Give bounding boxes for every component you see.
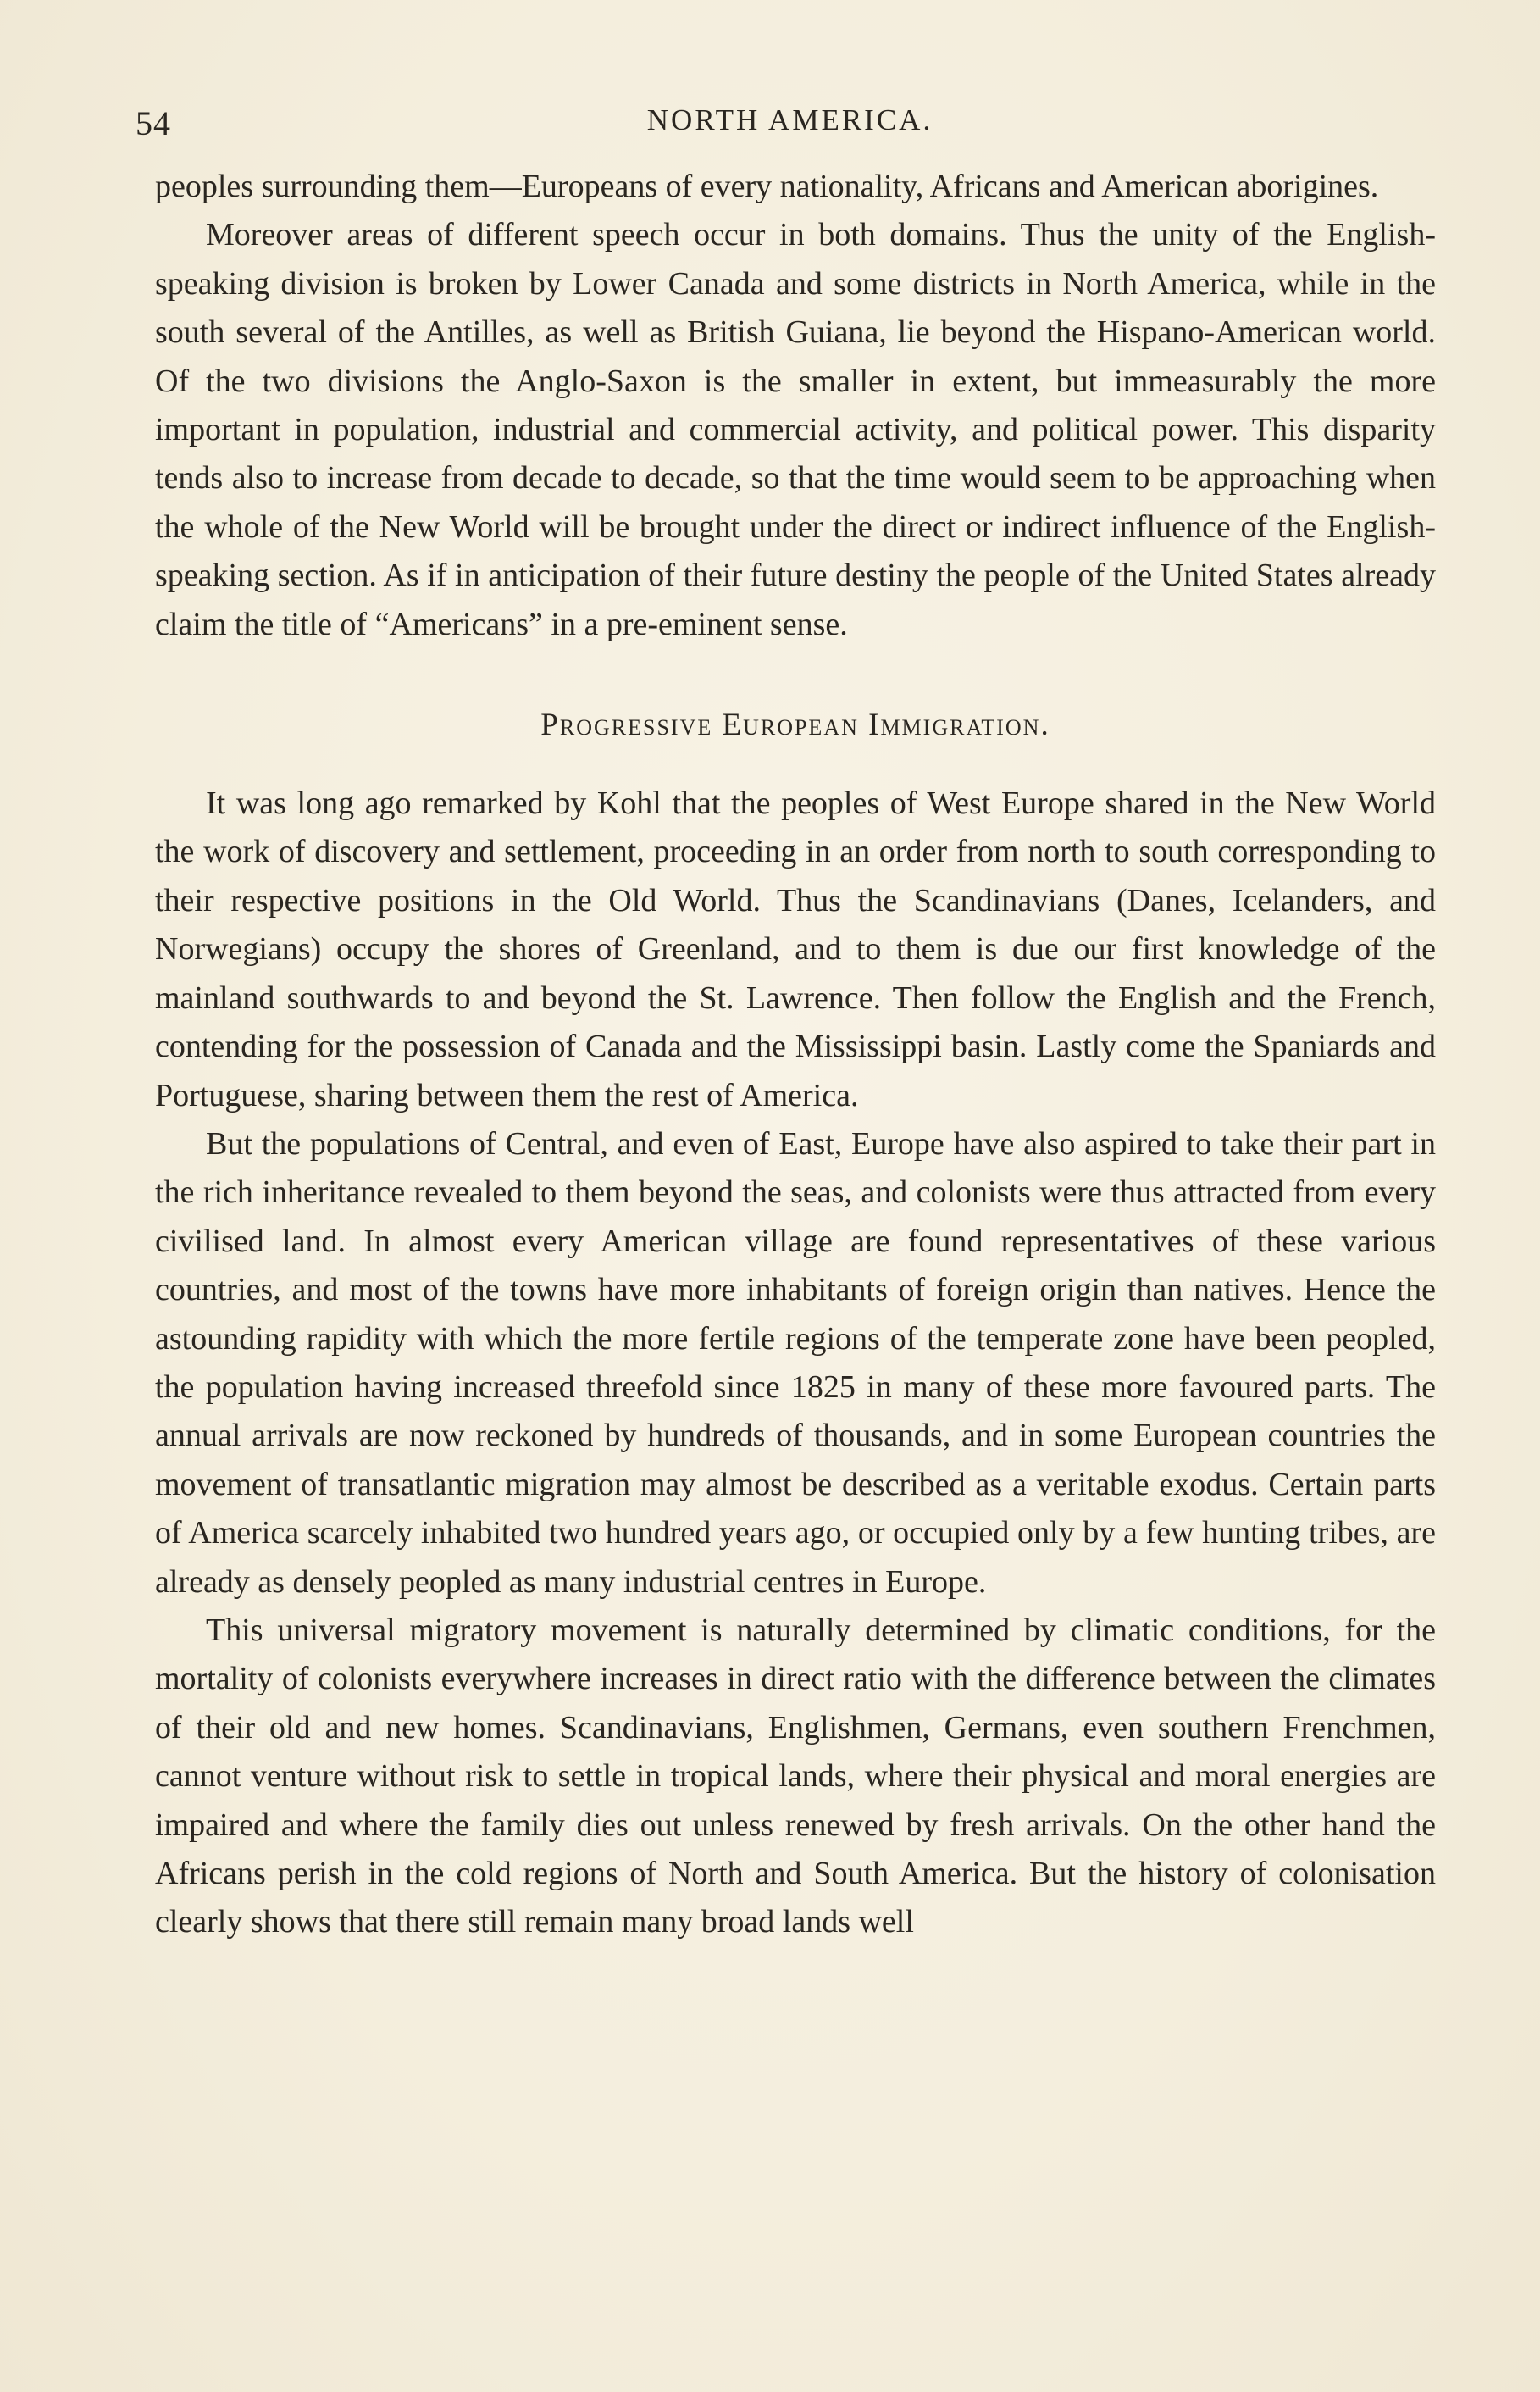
paragraph-continuation: peoples surrounding them—Europeans of every nationality, Africans and American aborigines.	[155, 169, 1379, 204]
running-title: NORTH AMERICA.	[646, 103, 933, 136]
section-heading: Progressive European Immigration.	[540, 708, 1050, 743]
page-body	[155, 163, 1436, 1947]
paragraph-migratory-movement: This universal migratory movement is naturally determined by climatic conditions, for the mortality of colonists everywhere increases in direct ratio with the difference between the climates of their old and new homes. Scandinavians, Englishmen, Germans, even southern Frenchmen, cannot venture without risk to settle in tropical lands, where their physical and moral energies are impaired and where the family dies out unless renewed by fresh arrivals. On the other hand the Africans perish in the cold regions of North and South America. But the history of colonisation clearly shows that there still remain many broad lands well	[155, 1612, 1436, 1940]
paragraph-kohl: It was long ago remarked by Kohl that the peoples of West Europe shared in the New World the work of discovery and settlement, proceeding in an order from north to south corresponding to their respective positions in the Old World. Thus the Scandinavians (Danes, Icelanders, and Norwegians) occupy the shores of Greenland, and to them is due our first knowledge of the mainland southwards to and beyond the St. Lawrence. Then follow the English and the French, contending for the possession of Canada and the Mississippi basin. Lastly come the Spaniards and Portuguese, sharing between them the rest of America.	[155, 785, 1436, 1113]
page-header	[136, 103, 1444, 154]
paragraph-central-europe: But the populations of Central, and even of East, Europe have also aspired to take their part in the rich inheritance revealed to them beyond the seas, and colonists were thus attracted from every civilised land. In almost every American village are found representatives of these various countries, and most of the towns have more inhabitants of foreign origin than natives. Hence the astounding rapidity with which the more fertile regions of the temperate zone have been peopled, the population having increased threefold since 1825 in many of these more favoured parts. The annual arrivals are now reckoned by hundreds of thousands, and in some European countries the movement of transatlantic migration may almost be described as a veritable exodus. Certain parts of America scarcely inhabited two hundred years ago, or occupied only by a few hunting tribes, are already as densely peopled as many industrial centres in Europe.	[155, 1125, 1436, 1600]
paragraph-areas-of-speech: Moreover areas of different speech occur in both domains. Thus the unity of the English-speaking division is broken by Lower Canada and some districts in North America, while in the south several of the Antilles, as well as British Guiana, lie beyond the Hispano-American world. Of the two divisions the Anglo-Saxon is the smaller in extent, but immeasurably the more important in population, industrial and commercial activity, and political power. This disparity tends also to increase from decade to decade, so that the time would seem to be approaching when the whole of the New World will be brought under the direct or indirect influence of the English-speaking section. As if in anticipation of their future destiny the people of the United States already claim the title of “Americans” in a pre-eminent sense.	[155, 217, 1436, 642]
page-number: 54	[136, 104, 171, 142]
